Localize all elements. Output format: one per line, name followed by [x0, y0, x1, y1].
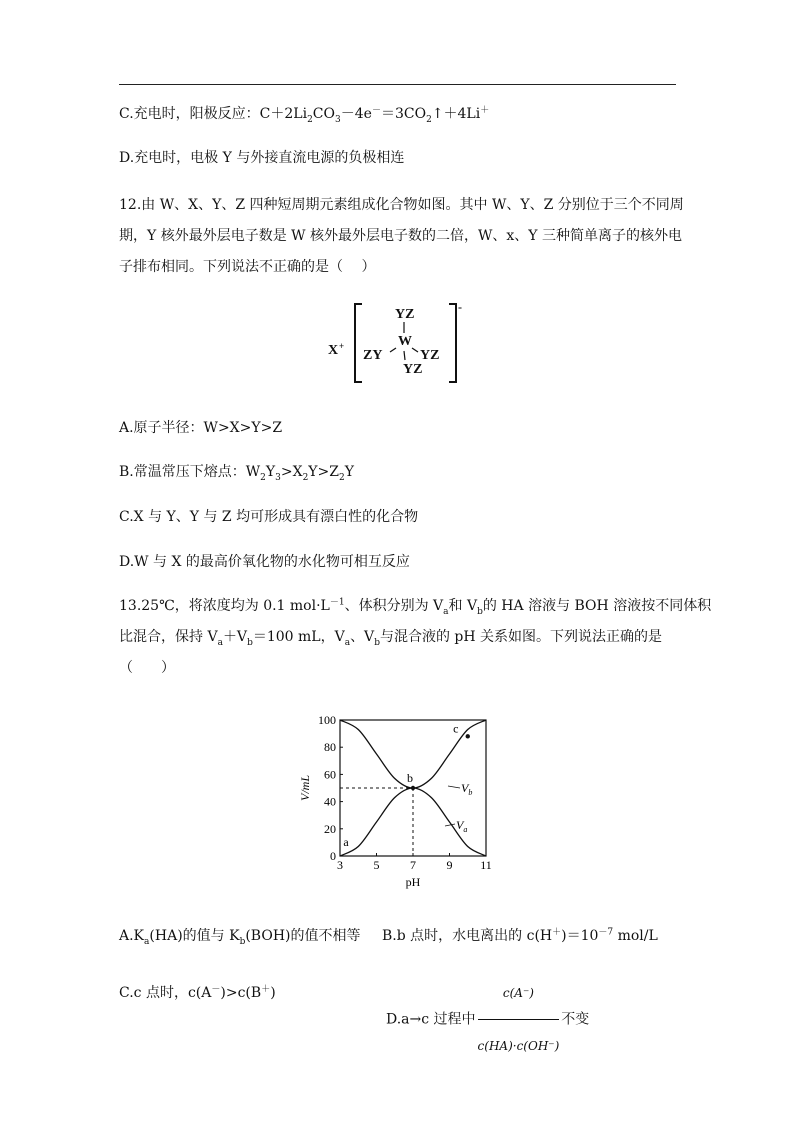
q12-option-c: C.X 与 Y、Y 与 Z 均可形成具有漂白性的化合物: [119, 509, 419, 525]
bottom-yz: YZ: [403, 362, 423, 377]
x-tick-label: 9: [446, 858, 453, 872]
q11-option-d: D.充电时，电极 Y 与外接直流电源的负极相连: [119, 150, 405, 166]
y-tick-label: 100: [318, 713, 336, 727]
q12-stem-line3: 子排布相同。下列说法不正确的是（ ）: [119, 259, 376, 275]
cation-charge: +: [339, 341, 345, 351]
x-tick-label: 7: [410, 858, 416, 872]
header-rule: [119, 84, 676, 85]
y-tick-label: 60: [324, 767, 336, 782]
point-b-label: b: [407, 771, 413, 785]
point-c-label: c: [453, 721, 459, 736]
fraction: $\frac{c(A^-)}{c(HA)\cdot c(OH^-)}$: [478, 968, 560, 1071]
q13-stem-line1: 13.25℃，将浓度均为 0.1 $mol\cdot L^{-1}$、体积分别为 $V_a$和 $V_b$的 HA 溶液与 BOH 溶液按不同体积: [119, 597, 712, 617]
series-va-label: $V_a$: [456, 818, 468, 834]
top-yz: YZ: [395, 307, 415, 322]
x-tick-label: 3: [337, 858, 343, 872]
point-b-marker: [411, 786, 415, 790]
q12-option-b: B.常温常压下熔点：$W_2Y_3>X_2Y>Z_2Y$: [119, 464, 354, 483]
series-vb-label-leader: [448, 786, 460, 788]
q12-stem-line1: 12.由 W、X、Y、Z 四种短周期元素组成化合物如图。其中 W、Y、Z 分别位于三个不同周: [119, 197, 684, 213]
q13-stem-line3: （ ）: [119, 660, 175, 676]
anion-charge: -: [458, 300, 462, 314]
y-tick-label: 40: [324, 794, 336, 809]
series-vb-label: $V_b$: [461, 781, 473, 797]
q13-option-a: $A.K_a(HA)$的值与 $K_b(BOH)$的值不相等: [119, 928, 361, 947]
q13-option-b: B.b 点时，水电离出的 $c(H^+)=10^{-7}$ mol/L: [382, 927, 658, 944]
q13-stem-line2: 比混合，保持 $V_a+V_b=100$ mL，$V_a$、$V_b$与混合液的 pH 关系如图。下列说法正确的是: [119, 629, 663, 648]
series-va-curve: [340, 788, 486, 856]
q12-structure-diagram: [328, 300, 468, 386]
series-va-label-leader: [445, 824, 455, 826]
center-w: W: [398, 334, 412, 349]
left-zy: ZY: [363, 348, 383, 363]
right-yz: YZ: [420, 348, 440, 363]
q13-option-c: C.c 点时，c(A－)>c(B＋): [119, 984, 276, 1001]
point-a-label: a: [343, 835, 349, 849]
cation-x: X: [328, 343, 339, 358]
q12-stem-line2: 期，Y 核外最外层电子数是 W 核外最外层电子数的二倍，W、x、Y 三种简单离子的核外电: [119, 228, 682, 244]
x-tick-label: 5: [373, 858, 380, 872]
series-vb-curve: [340, 720, 486, 788]
q11-option-c: C.充电时，阳极反应：$C+2Li_2CO_3-4e^-=3CO_2↑+4Li^+$: [119, 105, 490, 125]
x-axis-label: pH: [405, 875, 421, 889]
y-tick-label: 80: [324, 740, 336, 755]
q13-option-d: D.a→c 过程中 $\frac{c(A^-)}{c(HA)\cdot c(OH^-)}$ 不变: [386, 968, 589, 1071]
y-axis-label: V/mL: [298, 774, 312, 802]
y-tick-label: 20: [324, 821, 336, 836]
point-c-marker: [466, 734, 470, 738]
q13-chart: [300, 712, 500, 892]
q12-option-d: D.W 与 X 的最高价氧化物的水化物可相互反应: [119, 554, 410, 570]
x-tick-label: 11: [480, 858, 492, 872]
labeled-points: [343, 721, 473, 849]
q12-option-a: A.原子半径：W>X>Y>Z: [119, 420, 283, 436]
y-tick-label: 0: [330, 849, 336, 863]
